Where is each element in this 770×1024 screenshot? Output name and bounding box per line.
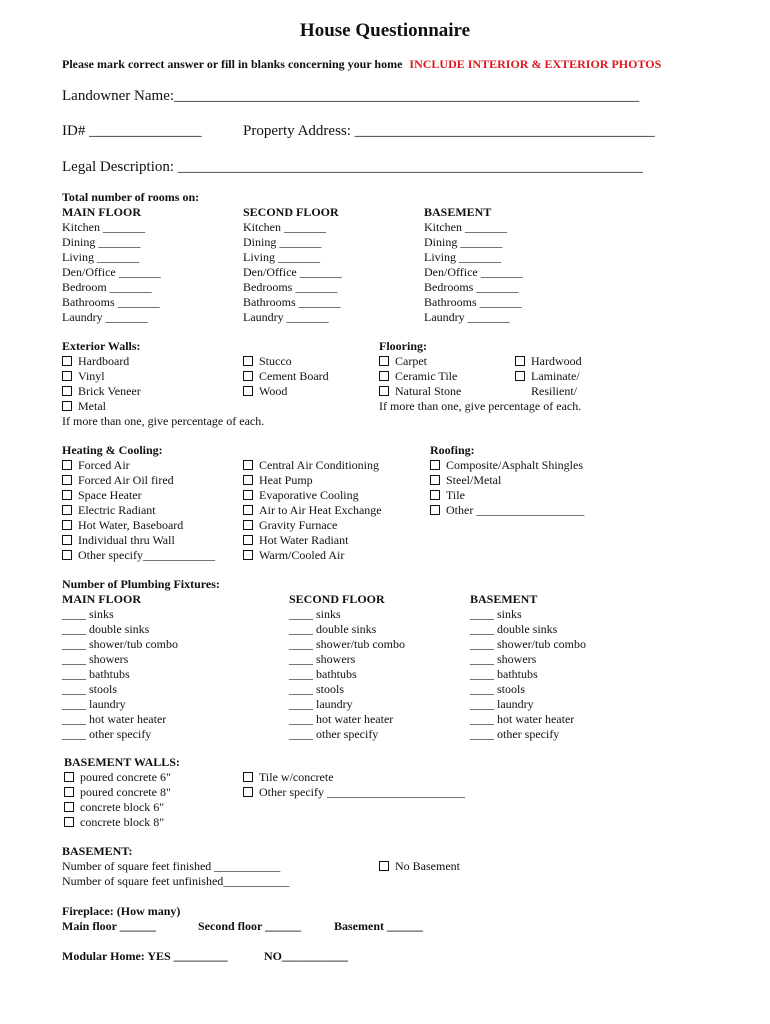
stucco-checkbox[interactable] [243, 356, 253, 366]
gravity-furnace-checkbox[interactable] [243, 520, 253, 530]
room-living-field[interactable]: Living _______ [424, 250, 501, 264]
flooring-note: If more than one, give percentage of each. [379, 399, 582, 413]
option-label: Cement Board [259, 369, 329, 383]
plumbing-laundry-field[interactable]: ____ laundry [289, 697, 353, 711]
option-hot-water-baseboard [62, 518, 215, 533]
brick-veneer-checkbox[interactable] [62, 386, 72, 396]
option-label: Steel/Metal [446, 473, 502, 487]
option-hardboard [62, 354, 264, 369]
room-bathrooms-field[interactable]: Bathrooms _______ [424, 295, 522, 309]
sqft-finished-field[interactable]: Number of square feet finished ___________ [62, 859, 281, 873]
plumbing-double-sinks-field[interactable]: ____ double sinks [470, 622, 558, 636]
room-bedrooms-field[interactable]: Bedrooms _______ [243, 280, 338, 294]
option-label: Other __________________ [446, 503, 585, 517]
roofing-heading: Roofing: [430, 443, 475, 457]
option-block-8 [64, 815, 180, 830]
instructions-text: Please mark correct answer or fill in blanks concerning your home [62, 57, 403, 71]
option-label: Hardwood [531, 354, 582, 368]
option-label: Carpet [395, 354, 427, 368]
option-label: Heat Pump [259, 473, 313, 487]
carpet-checkbox[interactable] [379, 356, 389, 366]
plumbing-showers-field[interactable]: ____ showers [289, 652, 356, 666]
room-laundry-field[interactable]: Laundry _______ [243, 310, 329, 324]
option-label: Wood [259, 384, 288, 398]
heat-pump-checkbox[interactable] [243, 475, 253, 485]
plumbing-other-field[interactable]: ____ other specify [289, 727, 379, 741]
option-label: concrete block 6" [80, 800, 165, 814]
basement-walls-col2 [243, 770, 465, 800]
option-label: Gravity Furnace [259, 518, 338, 532]
plumbing-sinks-field[interactable]: ____ sinks [62, 607, 114, 621]
basement-heading: BASEMENT: [62, 844, 133, 858]
metal-checkbox[interactable] [62, 401, 72, 411]
room-dining-field[interactable]: Dining _______ [424, 235, 503, 249]
room-laundry-field[interactable]: Laundry _______ [62, 310, 148, 324]
plumbing-main-label: MAIN FLOOR [62, 592, 141, 606]
plumbing-bathtubs-field[interactable]: ____ bathtubs [62, 667, 130, 681]
plumbing-other-field[interactable]: ____ other specify [62, 727, 152, 741]
plumbing-basement-label: BASEMENT [470, 592, 538, 606]
room-kitchen-field[interactable]: Kitchen _______ [62, 220, 145, 234]
option-label: Hardboard [78, 354, 130, 368]
plumbing-water-heater-field[interactable]: ____ hot water heater [289, 712, 394, 726]
option-space-heater [62, 488, 215, 503]
option-label: Tile [446, 488, 465, 502]
electric-radiant-checkbox[interactable] [62, 505, 72, 515]
room-laundry-field[interactable]: Laundry _______ [424, 310, 510, 324]
room-den-field[interactable]: Den/Office _______ [424, 265, 523, 279]
option-label: Laminate/ [531, 369, 580, 383]
room-dining-field[interactable]: Dining _______ [62, 235, 141, 249]
option-label: Brick Veneer [78, 384, 141, 398]
plumbing-shower-tub-field[interactable]: ____ shower/tub combo [470, 637, 586, 651]
option-label: Composite/Asphalt Shingles [446, 458, 584, 472]
hardboard-checkbox[interactable] [62, 356, 72, 366]
option-vinyl [62, 369, 264, 384]
exterior-walls-note: If more than one, give percentage of each. [62, 414, 265, 428]
no-basement-checkbox[interactable] [379, 861, 389, 871]
option-label: Warm/Cooled Air [259, 548, 345, 562]
forced-air-checkbox[interactable] [62, 460, 72, 470]
option-evaporative-cooling [243, 488, 382, 503]
option-label: Central Air Conditioning [259, 458, 379, 472]
plumbing-laundry-field[interactable]: ____ laundry [62, 697, 126, 711]
heating-heading: Heating & Cooling: [62, 443, 163, 457]
hot-water-baseboard-checkbox[interactable] [62, 520, 72, 530]
heating-section [62, 443, 215, 563]
plumbing-sinks-field[interactable]: ____ sinks [289, 607, 341, 621]
exterior-walls-col2 [243, 354, 329, 399]
plumbing-basement [470, 592, 586, 742]
option-steel-metal [430, 473, 584, 488]
rooms-second-floor-label: SECOND FLOOR [243, 205, 339, 219]
option-label: Air to Air Heat Exchange [259, 503, 382, 517]
option-roof-other [430, 503, 584, 518]
plumbing-bathtubs-field[interactable]: ____ bathtubs [470, 667, 538, 681]
option-no-basement [379, 859, 460, 874]
no-basement-option [379, 859, 460, 874]
basement-walls-heading: BASEMENT WALLS: [64, 755, 180, 769]
wood-checkbox[interactable] [243, 386, 253, 396]
sqft-unfinished-field[interactable]: Number of square feet unfinished___________ [62, 874, 290, 888]
option-stucco [243, 354, 329, 369]
option-central-ac [243, 458, 382, 473]
cement-board-checkbox[interactable] [243, 371, 253, 381]
plumbing-water-heater-field[interactable]: ____ hot water heater [470, 712, 575, 726]
modular-yes-field[interactable]: Modular Home: YES _________ [62, 949, 228, 963]
id-field[interactable]: ID# _______________ [62, 123, 202, 139]
option-label: Forced Air Oil fired [78, 473, 174, 487]
vinyl-checkbox[interactable] [62, 371, 72, 381]
fireplace-second-field[interactable]: Second floor ______ [198, 919, 302, 933]
option-laminate [515, 369, 582, 384]
room-bedroom-field[interactable]: Bedroom _______ [62, 280, 152, 294]
poured-8-checkbox[interactable] [64, 787, 74, 797]
hot-water-radiant-checkbox[interactable] [243, 535, 253, 545]
fireplace-main-field[interactable]: Main floor ______ [62, 919, 156, 933]
flooring-col2 [515, 354, 582, 399]
plumbing-water-heater-field[interactable]: ____ hot water heater [62, 712, 167, 726]
option-label: Natural Stone [395, 384, 462, 398]
evaporative-cooling-checkbox[interactable] [243, 490, 253, 500]
option-label: Space Heater [78, 488, 142, 502]
tile-concrete-checkbox[interactable] [243, 772, 253, 782]
exterior-walls-heading: Exterior Walls: [62, 339, 141, 353]
plumbing-stools-field[interactable]: ____ stools [289, 682, 345, 696]
option-label: Evaporative Cooling [259, 488, 359, 502]
option-electric-radiant [62, 503, 215, 518]
plumbing-shower-tub-field[interactable]: ____ shower/tub combo [62, 637, 178, 651]
roof-other-checkbox[interactable] [430, 505, 440, 515]
plumbing-heading: Number of Plumbing Fixtures: [62, 577, 220, 591]
option-label: poured concrete 6" [80, 770, 171, 784]
option-other-specify [62, 548, 215, 563]
property-address-field[interactable]: Property Address: ________________________________________ [243, 123, 655, 139]
warm-cooled-air-checkbox[interactable] [243, 550, 253, 560]
option-label: concrete block 8" [80, 815, 165, 829]
room-bathrooms-field[interactable]: Bathrooms _______ [243, 295, 341, 309]
option-brick-veneer [62, 384, 264, 399]
plumbing-showers-field[interactable]: ____ showers [62, 652, 129, 666]
tile-checkbox[interactable] [430, 490, 440, 500]
plumbing-sinks-field[interactable]: ____ sinks [470, 607, 522, 621]
basement-walls-section [64, 755, 180, 830]
instructions [62, 57, 661, 72]
laminate-checkbox[interactable] [515, 371, 525, 381]
natural-stone-checkbox[interactable] [379, 386, 389, 396]
option-tile [430, 488, 584, 503]
plumbing-double-sinks-field[interactable]: ____ double sinks [289, 622, 377, 636]
room-living-field[interactable]: Living _______ [62, 250, 139, 264]
option-wood [243, 384, 329, 399]
plumbing-main-floor [62, 592, 178, 742]
option-hardwood [515, 354, 582, 369]
block-6-checkbox[interactable] [64, 802, 74, 812]
plumbing-bathtubs-field[interactable]: ____ bathtubs [289, 667, 357, 681]
plumbing-other-field[interactable]: ____ other specify [470, 727, 560, 741]
option-label: Individual thru Wall [78, 533, 175, 547]
poured-6-checkbox[interactable] [64, 772, 74, 782]
option-forced-air-oil [62, 473, 215, 488]
option-air-exchange [243, 503, 382, 518]
rooms-heading: Total number of rooms on: [62, 190, 200, 204]
option-metal [62, 399, 264, 414]
option-label: Tile w/concrete [259, 770, 334, 784]
room-den-field[interactable]: Den/Office _______ [62, 265, 161, 279]
option-block-6 [64, 800, 180, 815]
forced-air-oil-checkbox[interactable] [62, 475, 72, 485]
option-label: Other specify _______________________ [259, 785, 465, 799]
flooring-heading: Flooring: [379, 339, 427, 353]
plumbing-stools-field[interactable]: ____ stools [62, 682, 118, 696]
plumbing-second-label: SECOND FLOOR [289, 592, 385, 606]
plumbing-stools-field[interactable]: ____ stools [470, 682, 526, 696]
other-specify-checkbox[interactable] [62, 550, 72, 560]
fireplace-heading: Fireplace: (How many) [62, 904, 181, 918]
option-label: Metal [78, 399, 106, 413]
plumbing-double-sinks-field[interactable]: ____ double sinks [62, 622, 150, 636]
rooms-main-floor-label: MAIN FLOOR [62, 205, 141, 219]
fireplace-basement-field[interactable]: Basement ______ [334, 919, 423, 933]
option-label: Electric Radiant [78, 503, 156, 517]
option-label: Other specify____________ [78, 548, 215, 562]
modular-no-field[interactable]: NO___________ [264, 949, 348, 963]
option-forced-air [62, 458, 215, 473]
rooms-main-floor [62, 205, 161, 325]
individual-wall-checkbox[interactable] [62, 535, 72, 545]
option-label: Hot Water, Baseboard [78, 518, 184, 532]
option-individual-wall [62, 533, 215, 548]
option-walls-other [243, 785, 465, 800]
room-dining-field[interactable]: Dining _______ [243, 235, 322, 249]
room-kitchen-field[interactable]: Kitchen _______ [424, 220, 507, 234]
option-label: Ceramic Tile [395, 369, 458, 383]
hardwood-checkbox[interactable] [515, 356, 525, 366]
space-heater-checkbox[interactable] [62, 490, 72, 500]
room-bedrooms-field[interactable]: Bedrooms _______ [424, 280, 519, 294]
composite-shingles-checkbox[interactable] [430, 460, 440, 470]
room-den-field[interactable]: Den/Office _______ [243, 265, 342, 279]
option-warm-cooled-air [243, 548, 382, 563]
option-cement-board [243, 369, 329, 384]
steel-metal-checkbox[interactable] [430, 475, 440, 485]
photos-note: INCLUDE INTERIOR & EXTERIOR PHOTOS [409, 57, 662, 71]
central-ac-checkbox[interactable] [243, 460, 253, 470]
exterior-walls-section [62, 339, 264, 429]
rooms-basement-label: BASEMENT [424, 205, 492, 219]
option-label: Stucco [259, 354, 292, 368]
option-label: poured concrete 8" [80, 785, 171, 799]
option-poured-6 [64, 770, 180, 785]
option-tile-concrete [243, 770, 465, 785]
plumbing-shower-tub-field[interactable]: ____ shower/tub combo [289, 637, 405, 651]
heating-col2 [243, 458, 382, 563]
rooms-basement [424, 205, 523, 325]
plumbing-laundry-field[interactable]: ____ laundry [470, 697, 534, 711]
room-kitchen-field[interactable]: Kitchen _______ [243, 220, 326, 234]
room-living-field[interactable]: Living _______ [243, 250, 320, 264]
landowner-name-field[interactable]: Landowner Name:______________________________________________________________ [62, 88, 640, 104]
option-hot-water-radiant [243, 533, 382, 548]
basement-section [62, 844, 289, 889]
rooms-second-floor [243, 205, 342, 325]
room-bathrooms-field[interactable]: Bathrooms _______ [62, 295, 160, 309]
option-composite-shingles [430, 458, 584, 473]
ceramic-tile-checkbox[interactable] [379, 371, 389, 381]
option-label: No Basement [395, 859, 460, 873]
option-resilient-label: Resilient/ [531, 384, 577, 398]
option-label: Forced Air [78, 458, 130, 472]
option-gravity-furnace [243, 518, 382, 533]
option-label: Vinyl [78, 369, 105, 383]
page-title: House Questionnaire [299, 20, 471, 41]
option-label: Hot Water Radiant [259, 533, 349, 547]
plumbing-showers-field[interactable]: ____ showers [470, 652, 537, 666]
walls-other-checkbox[interactable] [243, 787, 253, 797]
block-8-checkbox[interactable] [64, 817, 74, 827]
roofing-section [430, 443, 584, 518]
option-poured-8 [64, 785, 180, 800]
plumbing-second-floor [289, 592, 405, 742]
air-exchange-checkbox[interactable] [243, 505, 253, 515]
legal-description-field[interactable]: Legal Description: ______________________________________________________________ [62, 159, 643, 175]
option-heat-pump [243, 473, 382, 488]
